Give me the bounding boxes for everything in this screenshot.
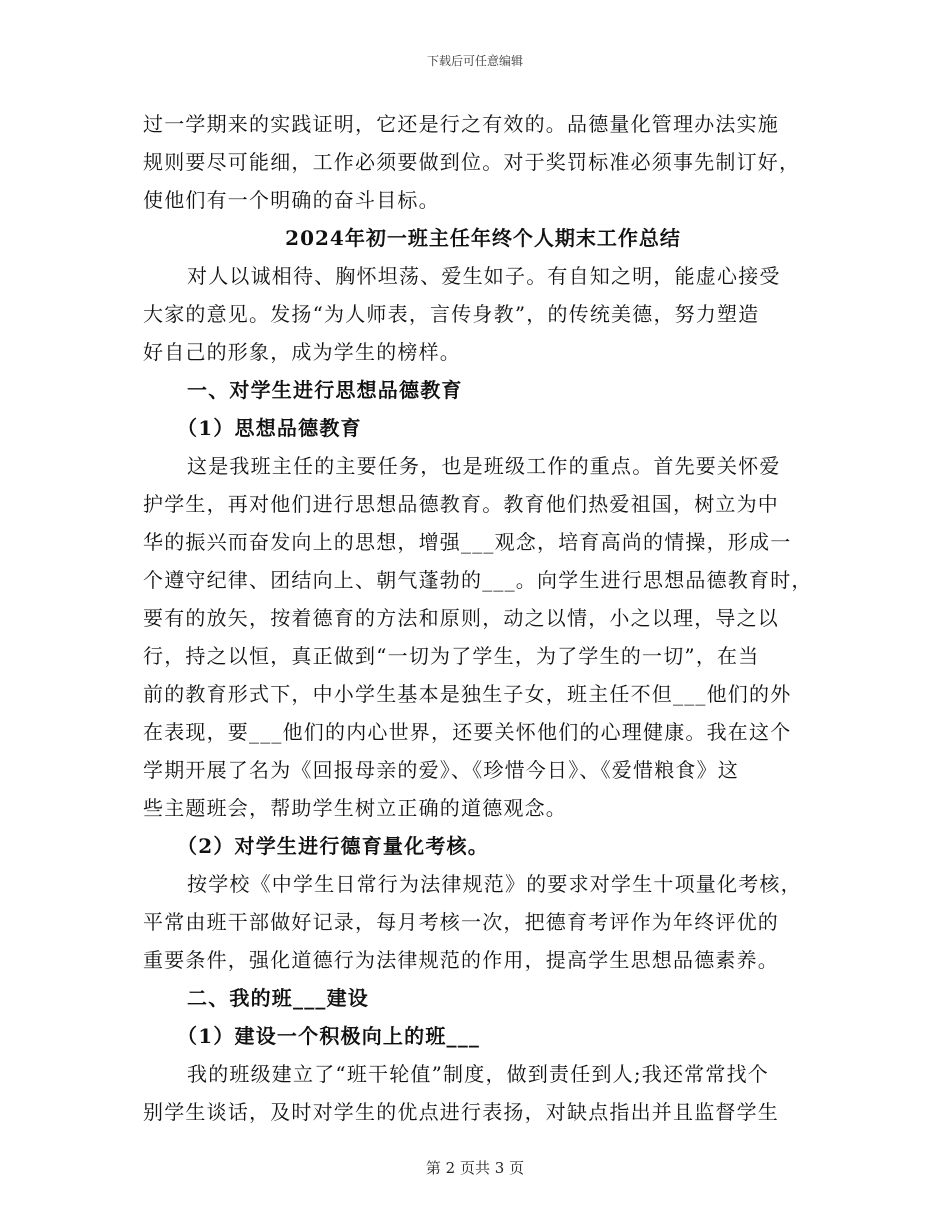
section-heading: 二、我的班___建设: [187, 986, 369, 1010]
paragraph-line: 学期开展了名为《回报母亲的爱》、《珍惜今日》、《爱惜粮食》这: [143, 758, 739, 782]
paragraph-line: 这是我班主任的主要任务，也是班级工作的重点。首先要关怀爱: [187, 454, 781, 478]
subsection-heading: （1）建设一个积极向上的班___: [177, 1024, 481, 1048]
paragraph-line: 行，持之以恒，真正做到“一切为了学生，为了学生的一切”，在当: [143, 644, 760, 668]
paragraph-line: 在表现，要___他们的内心世界，还要关怀他们的心理健康。我在这个: [143, 720, 792, 744]
paragraph-line: 平常由班干部做好记录，每月考核一次，把德育考评作为年终评优的: [143, 910, 779, 934]
paragraph-line: 过一学期来的实践证明，它还是行之有效的。品德量化管理办法实施: [143, 112, 779, 136]
paragraph-line: 使他们有一个明确的奋斗目标。: [143, 188, 440, 212]
paragraph-line: 规则要尽可能细，工作必须要做到位。对于奖罚标准必须事先制订好，: [143, 150, 801, 174]
paragraph-line: 重要条件，强化道德行为法律规范的作用，提高学生思想品德素养。: [143, 948, 779, 972]
paragraph-line: 要有的放矢，按着德育的方法和原则，动之以情，小之以理，导之以: [143, 606, 779, 630]
paragraph-line: 别学生谈话，及时对学生的优点进行表扬，对缺点指出并且监督学生: [143, 1100, 779, 1124]
paragraph-line: 好自己的形象，成为学生的榜样。: [143, 340, 461, 364]
paragraph-line: 前的教育形式下，中小学生基本是独生子女，班主任不但___他们的外: [143, 682, 792, 706]
document-title: 2024年初一班主任年终个人期末工作总结: [285, 226, 681, 250]
document-body: [143, 105, 823, 1131]
paragraph-line: 大家的意见。发扬“为人师表，言传身教”，的传统美德，努力塑造: [143, 302, 760, 326]
paragraph-line: 我的班级建立了“班干轮值”制度，做到责任到人;我还常常找个: [187, 1062, 769, 1086]
paragraph-line: 按学校《中学生日常行为法律规范》的要求对学生十项量化考核，: [187, 872, 802, 896]
page-header: 下载后可任意编辑: [426, 54, 523, 68]
paragraph-line: 些主题班会，帮助学生树立正确的道德观念。: [143, 796, 567, 820]
subsection-heading: （1）思想品德教育: [177, 416, 362, 440]
subsection-heading: （2）对学生进行德育量化考核。: [177, 834, 489, 858]
page-footer: 第 2 页共 3 页: [425, 1159, 525, 1177]
paragraph-line: 对人以诚相待、胸怀坦荡、爱生如子。有自知之明，能虚心接受: [187, 264, 781, 288]
section-heading: 一、对学生进行思想品德教育: [187, 378, 463, 402]
paragraph-line: 护学生，再对他们进行思想品德教育。教育他们热爱祖国，树立为中: [143, 492, 779, 516]
paragraph-line: 华的振兴而奋发向上的思想，增强___观念，培育高尚的情操，形成一: [143, 530, 792, 554]
paragraph-line: 个遵守纪律、团结向上、朝气蓬勃的___。向学生进行思想品德教育时，: [143, 568, 813, 592]
